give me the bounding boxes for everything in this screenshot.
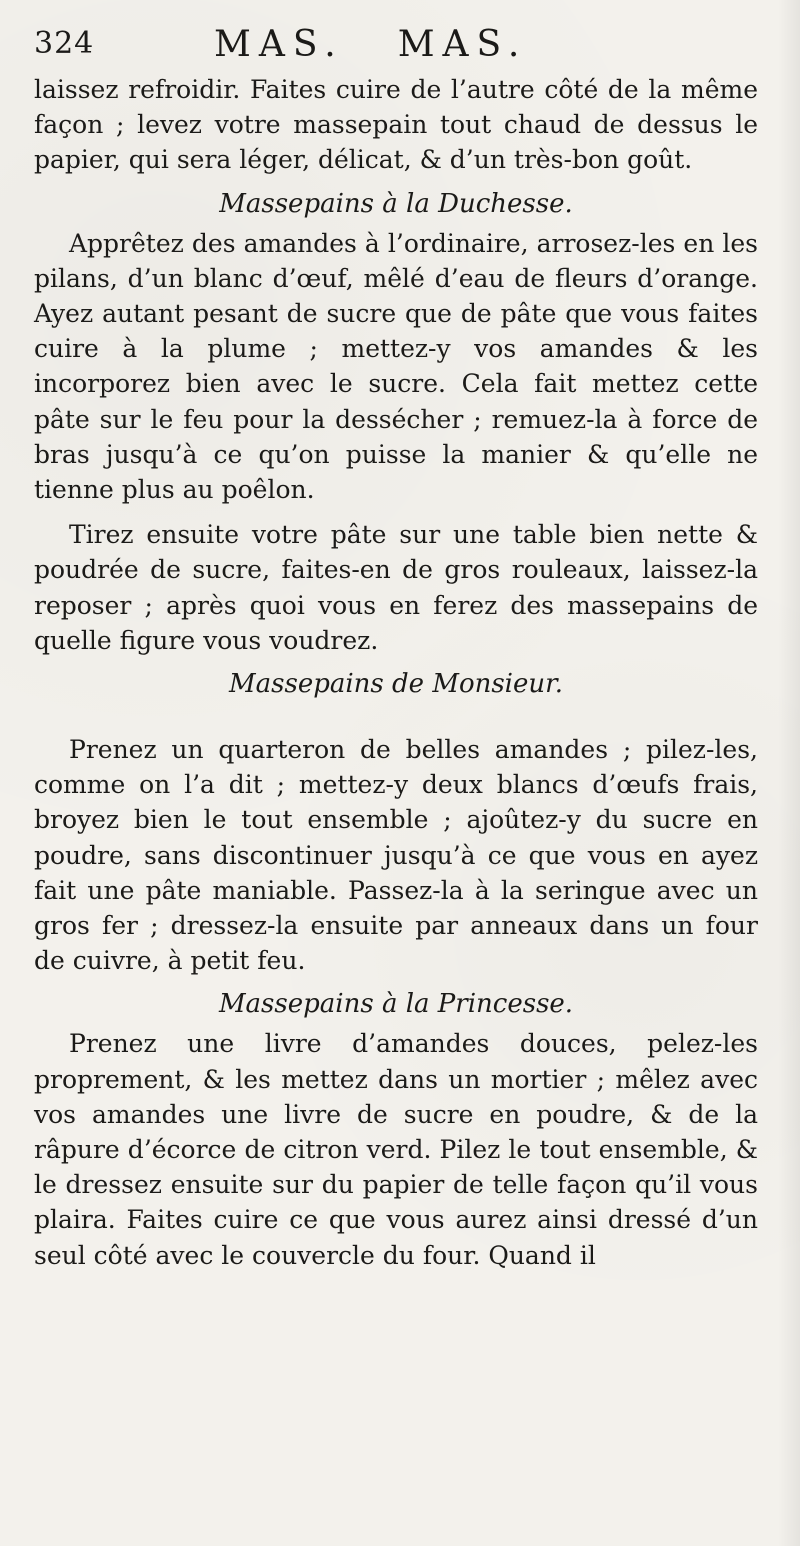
running-head-group [214,24,527,65]
section-heading-princesse: Massepains à la Princesse. [218,989,574,1020]
page-header [34,16,758,66]
main-text [34,72,758,1273]
section-heading-monsieur: Massepains de Monsieur. [229,669,563,700]
section-heading-duchesse: Massepains à la Duchesse. [219,188,573,219]
paragraph-3: Tirez ensuite votre pâte sur une table bien nette & poudrée de sucre, faites-en de gros rouleaux, laissez-la reposer ; après quoi vous en ferez des massepains de quelle figure vous voudrez. [34,520,758,655]
page-number: 324 [34,26,95,61]
heading-gap [34,706,758,732]
page-edge-shadow [778,0,800,1546]
paragraph-4: Prenez un quarteron de belles amandes ; pilez-les, comme on l’a dit ; mettez-y deux blancs d’œufs frais, broyez bien le tout ensemble ; ajoûtez-y du sucre en poudre, sans discontinuer jusqu’à ce que vous en ayez fait une pâte maniable. Passez-la à la seringue avec un gros fer ; dressez-la ensuite par anneaux dans un four de cuivre, à petit feu. [34,735,758,976]
running-head-left: MAS. [214,24,344,65]
paragraph-5: Prenez une livre d’amandes douces, pelez-les proprement, & les mettez dans un mortier ; mêlez avec vos amandes une livre de sucre en poudre, & de la râpure d’écorce de citron verd. Pilez le tout ensemble, & le dressez ensuite sur du papier de telle façon qu’il vous plaira. Faites cuire ce que vous aurez ainsi dressé d’un seul côté avec le couvercle du four. Quand il [34,1029,758,1270]
paragraph-1: laissez refroidir. Faites cuire de l’autre côté de la même façon ; levez votre massepain tout chaud de dessus le papier, qui sera léger, délicat, & d’un très-bon goût. [34,75,758,175]
running-head-right: MAS. [397,24,528,65]
paragraph-2: Apprêtez des amandes à l’ordinaire, arrosez-les en les pilans, d’un blanc d’œuf, mêlé d’eau de fleurs d’orange. Ayez autant pesant de sucre que de pâte que vous faites cuire à la plume ; mettez-y vos amandes & les incorporez bien avec le sucre. Cela fait mettez cette pâte sur le feu pour la dessécher ; remuez-la à force de bras jusqu’à ce qu’on puisse la manier & qu’elle ne tienne plus au poêlon. [34,228,758,505]
paragraph-gap [34,507,758,517]
